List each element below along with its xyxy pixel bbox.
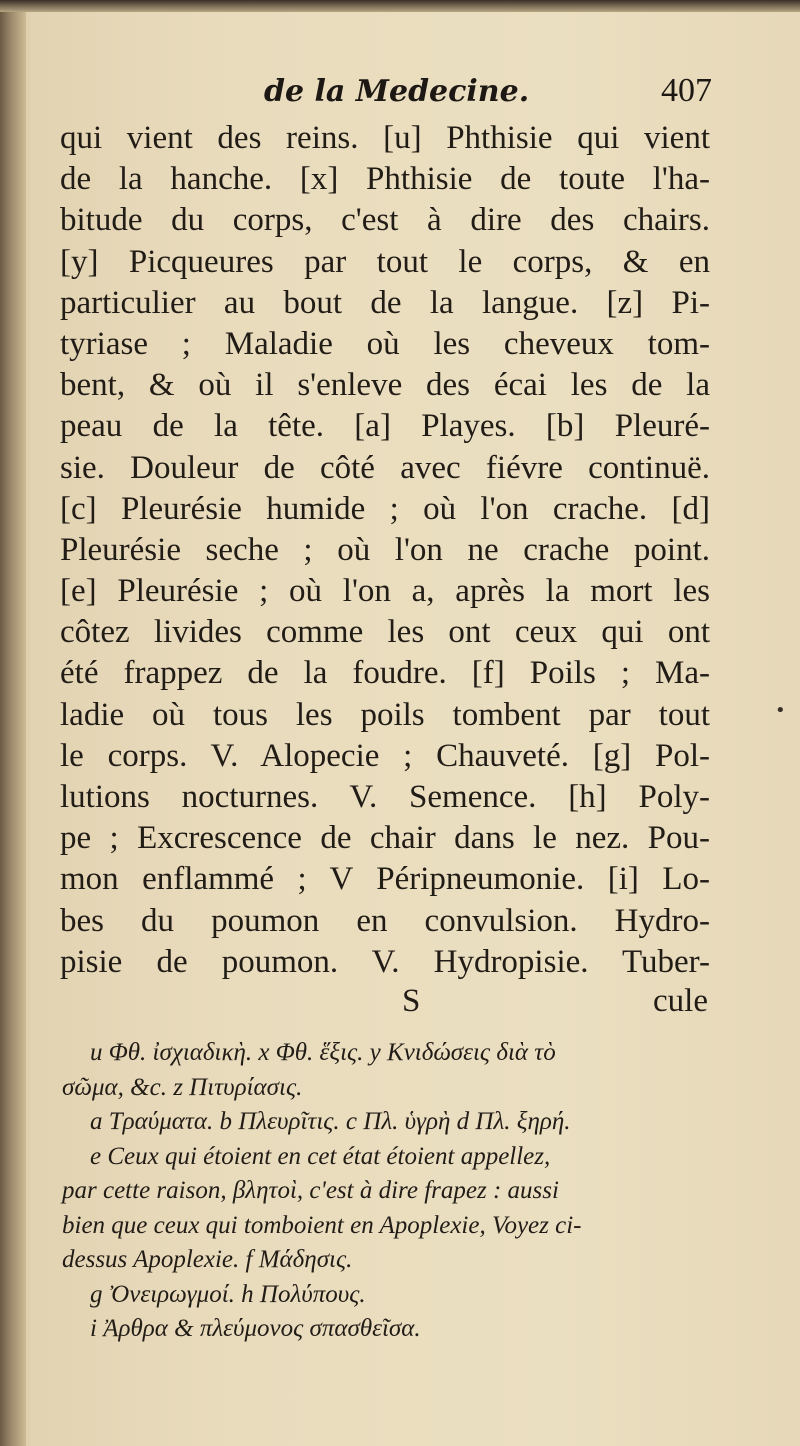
signature-line xyxy=(60,983,710,1023)
footnote-line: bien que ceux qui tomboient en Apoplexie, Voyez ci- xyxy=(62,1211,582,1239)
text-line: bes du poumon en convulsion. Hydro- xyxy=(60,902,710,939)
footnote-line: σῶμα, &c. z Πιτυρίασις. xyxy=(62,1073,303,1101)
text-line: mon enflammé ; V Péripneumonie. [i] Lo- xyxy=(60,861,710,898)
footnote-line: u Φθ. ἰσχιαδικὴ. x Φθ. ἕξις. y Κνιδώσεις διὰ τὸ xyxy=(90,1039,556,1066)
text-line: côtez livides comme les ont ceux qui ont xyxy=(60,614,710,651)
text-line: de la hanche. [x] Phthisie de toute l'ha- xyxy=(60,161,710,198)
footnote-line: g Ὀνειρωγμοί. h Πολύπους. xyxy=(90,1280,366,1308)
text-line: peau de la tête. [a] Playes. [b] Pleuré- xyxy=(60,408,710,445)
text-line: Pleurésie seche ; où l'on ne crache point. xyxy=(60,531,710,568)
catchword: cule xyxy=(653,983,708,1019)
text-line: [c] Pleurésie humide ; où l'on crache. [d] xyxy=(60,490,710,527)
footnotes xyxy=(62,1036,712,1347)
text-line: particulier au bout de la langue. [z] Pi- xyxy=(60,284,710,321)
text-line: pisie de poumon. V. Hydropisie. Tuber- xyxy=(60,943,710,980)
footnote-line: par cette raison, βλητοὶ, c'est à dire frapez : aussi xyxy=(62,1177,559,1204)
text-line: tyriase ; Maladie où les cheveux tom- xyxy=(60,325,710,362)
footnote-line: i Ἀρθρα & πλεύμονος σπασθεῖσα. xyxy=(90,1315,421,1342)
text-line: [y] Picqueures par tout le corps, & en xyxy=(60,243,710,280)
text-line: bent, & où il s'enleve des écai les de la xyxy=(60,367,710,404)
text-line: été frappez de la foudre. [f] Poils ; Ma- xyxy=(60,655,710,692)
signature-mark: S xyxy=(402,983,421,1019)
page-number: 407 xyxy=(661,72,712,109)
footnote-line: dessus Apoplexie. f Μάδησις. xyxy=(62,1246,353,1273)
text-line: le corps. V. Alopecie ; Chauveté. [g] Pol- xyxy=(60,737,710,774)
text-line: bitude du corps, c'est à dire des chairs. xyxy=(60,202,710,239)
margin-mark: • xyxy=(775,700,786,721)
text-line: [e] Pleurésie ; où l'on a, après la mort les xyxy=(60,573,710,610)
text-line: lutions nocturnes. V. Semence. [h] Poly- xyxy=(60,779,710,815)
page-header xyxy=(62,70,712,114)
text-line: pe ; Excrescence de chair dans le nez. Pou- xyxy=(60,820,710,857)
main-text xyxy=(60,118,710,983)
text-line: ladie où tous les poils tombent par tout xyxy=(60,696,710,733)
footnote-line: a Τραύματα. b Πλευρῖτις. c Πλ. ὑγρὴ d Πλ. ξηρή. xyxy=(90,1108,571,1135)
running-head: de la Medecine. xyxy=(264,74,530,109)
text-line: qui vient des reins. [u] Phthisie qui vient xyxy=(60,120,710,156)
footnote-line: e Ceux qui étoient en cet état étoient appellez, xyxy=(90,1142,551,1170)
text-line: sie. Douleur de côté avec fiévre continuë. xyxy=(60,449,710,486)
